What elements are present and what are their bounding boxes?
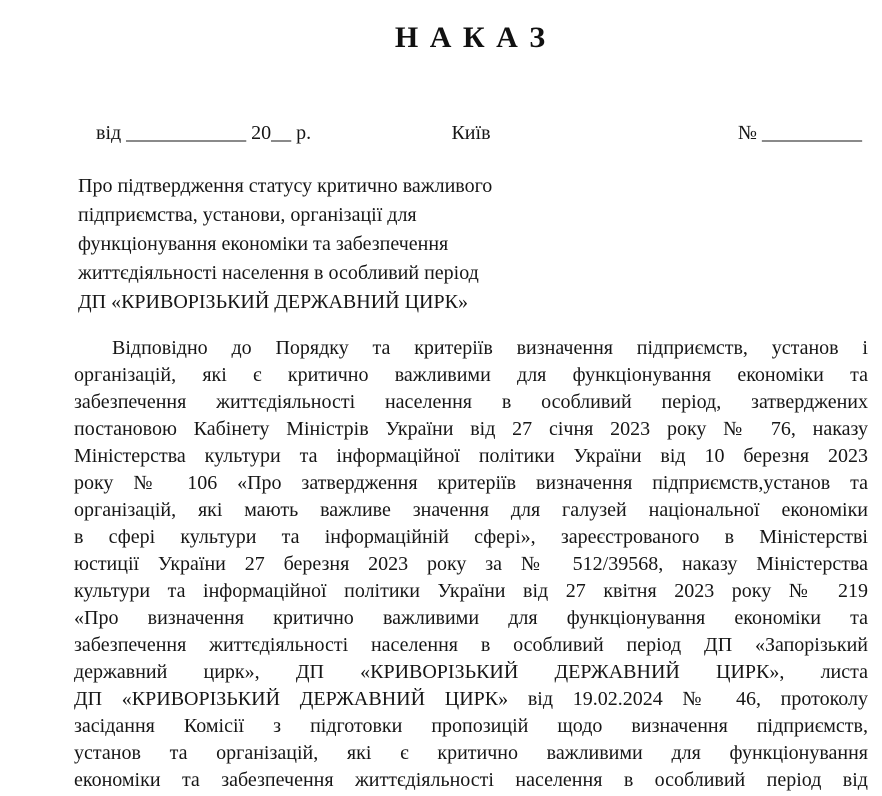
order-document-page: [0, 20, 882, 796]
date-city: Київ: [451, 122, 491, 144]
body-line: року № 106 «Про затвердження критеріїв визначення підприємств,установ та: [74, 472, 868, 494]
body-line: установ та організацій, які є критично важливими для функціонування: [74, 742, 868, 764]
subject-line: Про підтвердження статусу критично важливого: [78, 175, 493, 197]
subject-line: підприємства, установи, організації для: [78, 204, 417, 226]
document-content: [0, 20, 882, 794]
body-line: організацій, які є критично важливими для функціонування економіки та: [74, 364, 868, 386]
body-line: ДП «КРИВОРІЗЬКИЙ ДЕРЖАВНИЙ ЦИРК» від 19.02.2024 № 46, протоколу: [74, 688, 868, 710]
date-line: [74, 120, 868, 146]
subject-block: [78, 172, 868, 317]
body-line: засідання Комісії з підготовки пропозицій щодо визначення підприємств,: [74, 715, 868, 737]
body-line: в сфері культури та інформаційній сфері», зареєстрованого в Міністерстві: [74, 526, 868, 548]
body-line: «Про визначення критично важливими для функціонування економіки та: [74, 607, 868, 629]
body-line: організацій, які мають важливе значення для галузей національної економіки: [74, 499, 868, 521]
body-line: державний цирк», ДП «КРИВОРІЗЬКИЙ ДЕРЖАВНИЙ ЦИРК», листа: [74, 661, 868, 683]
body-line: юстиції України 27 березня 2023 року за № 512/39568, наказу Міністерства: [74, 553, 868, 575]
body-line: культури та інформаційної політики України від 27 квітня 2023 року № 219: [74, 580, 868, 602]
body-line: забезпечення життєдіяльності населення в особливий період ДП «Запорізький: [74, 634, 868, 656]
subject-line: життєдіяльності населення в особливий період: [78, 262, 479, 284]
body-line: економіки та забезпечення життєдіяльності населення в особливий період від: [74, 769, 868, 791]
subject-line: функціонування економіки та забезпечення: [78, 233, 449, 255]
body-line: Міністерства культури та інформаційної політики України від 10 березня 2023: [74, 445, 868, 467]
body-line: постановою Кабінету Міністрів України від 27 січня 2023 року № 76, наказу: [74, 418, 868, 440]
subject-line: ДП «КРИВОРІЗЬКИЙ ДЕРЖАВНИЙ ЦИРК»: [78, 291, 468, 313]
document-number-field: № __________: [737, 122, 862, 144]
body-line: Відповідно до Порядку та критеріїв визначення підприємств, установ і: [112, 337, 868, 359]
body-line: забезпечення життєдіяльності населення в особливий період, затверджених: [74, 391, 868, 413]
document-title: Н А К А З: [394, 21, 548, 54]
date-from-field: від ____________ 20__ р.: [96, 122, 312, 144]
body-paragraph: [74, 335, 868, 794]
